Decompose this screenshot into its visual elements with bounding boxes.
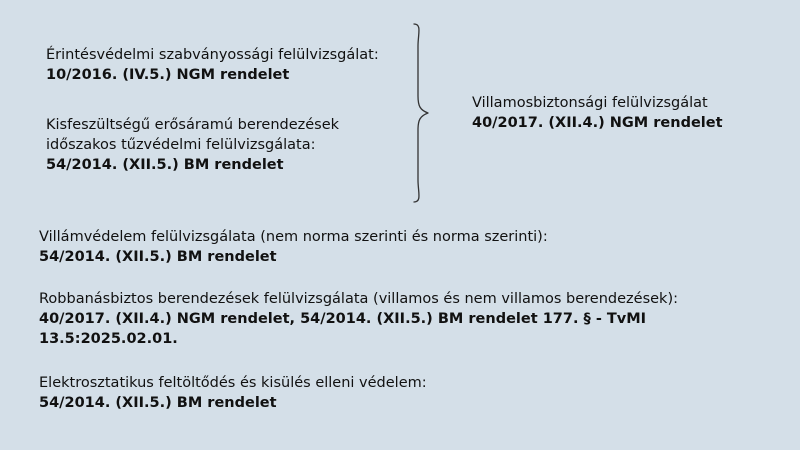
inspection-item-fire-protection <box>46 115 339 175</box>
inspection-item-electrostatic <box>39 373 427 413</box>
item-regulation: 40/2017. (XII.4.) NGM rendelet <box>472 115 723 131</box>
item-regulation-line1: 40/2017. (XII.4.) NGM rendelet, 54/2014. (XII.5.) BM rendelet 177. § - TvMI <box>39 311 647 327</box>
item-label: Érintésvédelmi szabványossági felülvizsgálat: <box>46 47 379 63</box>
item-regulation: 10/2016. (IV.5.) NGM rendelet <box>46 67 290 83</box>
item-regulation-line2: 13.5:2025.02.01. <box>39 331 178 347</box>
item-label: Elektrosztatikus feltöltődés és kisülés elleni védelem: <box>39 375 427 391</box>
item-label: Robbanásbiztos berendezések felülvizsgálata (villamos és nem villamos berendezések): <box>39 291 678 307</box>
item-label-line2: időszakos tűzvédelmi felülvizsgálata: <box>46 137 316 153</box>
inspection-item-touch-protection <box>46 45 379 85</box>
inspection-item-lightning-protection <box>39 227 548 267</box>
inspection-item-explosion-proof <box>39 289 678 349</box>
item-regulation: 54/2014. (XII.5.) BM rendelet <box>46 157 284 173</box>
item-label-line1: Kisfeszültségű erősáramú berendezések <box>46 117 340 133</box>
item-label: Villámvédelem felülvizsgálata (nem norma szerinti és norma szerinti): <box>39 229 548 245</box>
item-regulation: 54/2014. (XII.5.) BM rendelet <box>39 395 277 411</box>
item-regulation: 54/2014. (XII.5.) BM rendelet <box>39 249 277 265</box>
inspection-item-electrical-safety <box>472 93 723 133</box>
item-label: Villamosbiztonsági felülvizsgálat <box>472 95 708 111</box>
curly-brace-icon <box>404 22 434 204</box>
